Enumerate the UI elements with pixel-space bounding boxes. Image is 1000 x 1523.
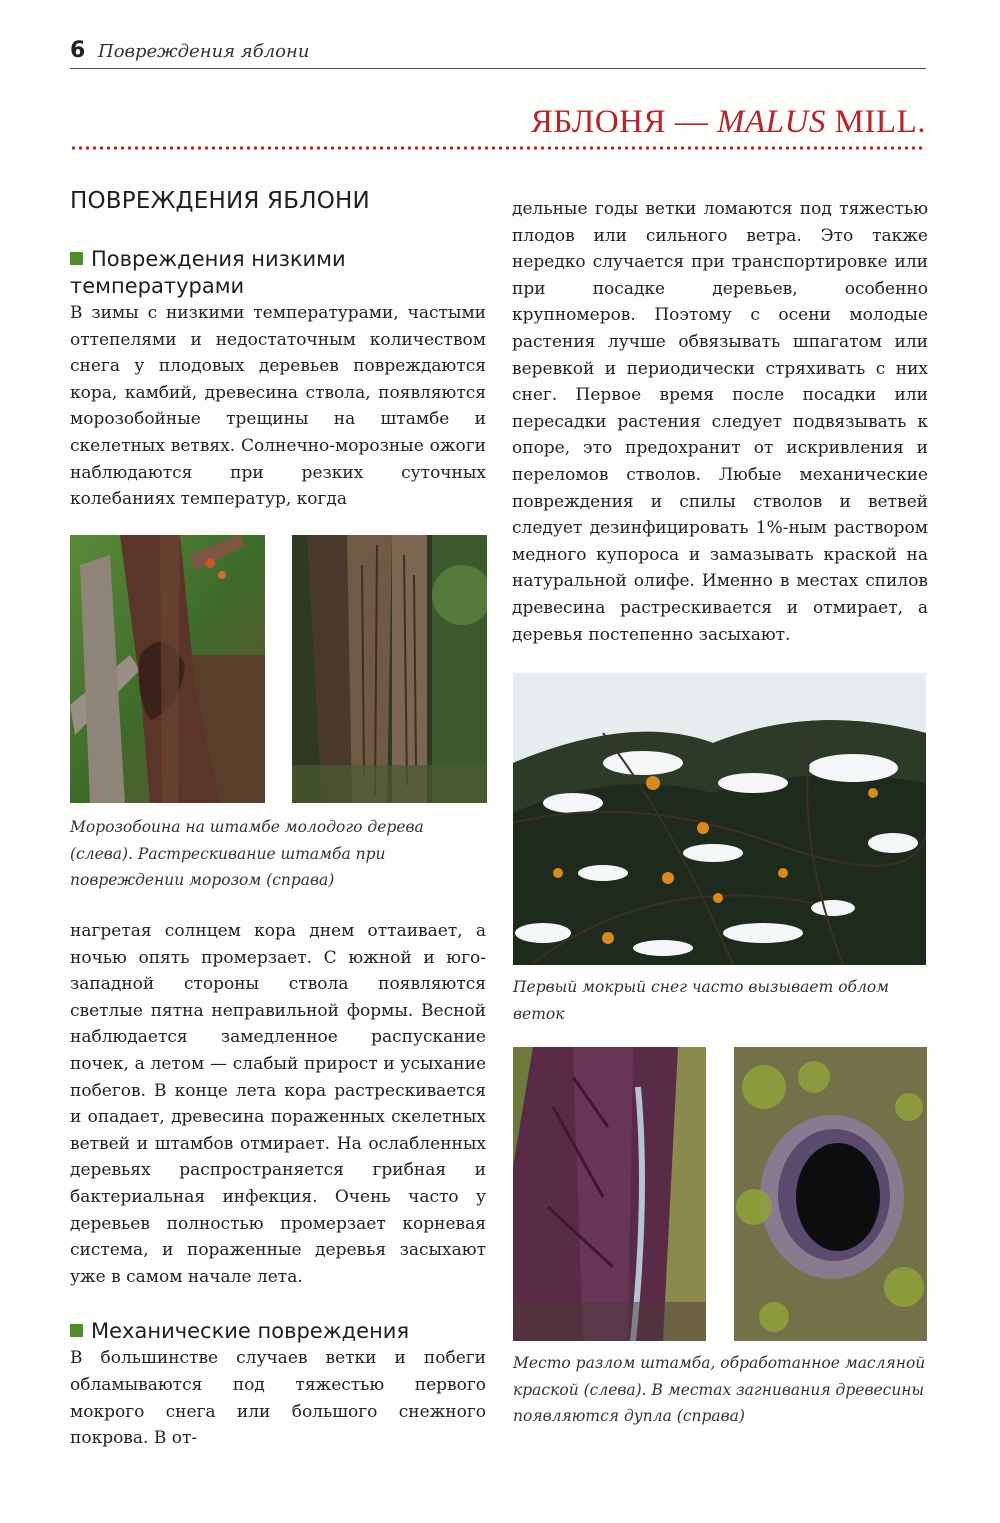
chapter-title-latin: MALUS: [717, 104, 826, 140]
caption-snow-photo: Первый мокрый снег часто вызывает облом веток: [513, 978, 890, 1023]
subsection-frost-label: Повреждения низкими температурами: [70, 247, 346, 298]
running-title: Повреждения яблони: [98, 41, 310, 62]
chapter-title: [70, 104, 926, 141]
photo-painted-trunk-break: [513, 1047, 706, 1341]
mechanical-paragraph-1: В большинстве случаев ветки и побеги обламываются под тяжестью первого мокрого снега или большого снежного покрова. В от-: [70, 1348, 486, 1449]
running-header: [70, 38, 926, 69]
chapter-title-suffix: MILL.: [825, 104, 926, 140]
left-column-top: [70, 188, 486, 513]
photo-frost-crack: [70, 535, 265, 803]
subsection-title-frost: [70, 246, 486, 300]
section-title: ПОВРЕЖДЕНИЯ ЯБЛОНИ: [70, 188, 370, 214]
green-square-bullet: [70, 252, 83, 265]
caption-trunk-photos: Место разлом штамба, обработанное масляной краской (слева). В местах загнивания древесины появляются дупла (справа): [513, 1354, 926, 1425]
left-column-bottom: [70, 918, 486, 1452]
frost-paragraph-2: нагретая солнцем кора днем оттаивает, а ночью опять промерзает. С южной и юго-западной стороны ствола появляются светлые пятна неправильной формы. Весной наблюдается замедленное распускание почек, а летом — слабый прирост и усыхание побегов. В конце лета кора растрескивается и опадает, древесина пораженных скелетных ветвей и штамбов отмирает. На ослабленных деревьях распространяется грибная и бактериальная инфекция. Очень часто у деревьев полностью промерзает корневая система, и пораженные деревья засыхают уже в самом начале лета.: [70, 921, 486, 1287]
mechanical-paragraph-continued: дельные годы ветки ломаются под тяжестью плодов или сильного ветра. Это также нередко случается при транспортировке или при посадке деревьев, особенно крупномеров. Поэтому с осени молодые растения лучше обвязывать шпагатом или веревкой и периодически стряхивать с них снег. Первое время после посадки или пересадки растения следует подвязывать к опоре, это предохранит от искривления и переломов стволов. Любые механические повреждения и спилы стволов и ветвей следует дезинфицировать 1%-ным раствором медного купороса и замазывать краской на натуральной олифе. Именно в местах спилов древесина растрескивается и отмирает, а деревья постепенно засыхают.: [512, 199, 928, 645]
page-number: 6: [70, 38, 86, 63]
green-square-bullet: [70, 1324, 83, 1337]
frost-paragraph-1: В зимы с низкими температурами, частыми оттепелями и недостаточным количеством снега у плодовых деревьев повреждаются кора, камбий, древесина ствола, появляются морозобойные трещины на штамбе и скелетных ветвях. Солнечно-морозные ожоги наблюдаются при резких суточных колебаниях температур, когда: [70, 303, 486, 510]
subsection-title-mechanical: [70, 1318, 486, 1345]
caption-frost-photos: Морозобоина на штамбе молодого дерева (слева). Растрескивание штамба при повреждении морозом (справа): [70, 818, 424, 889]
chapter-title-prefix: ЯБЛОНЯ —: [530, 104, 717, 140]
photo-tree-hollow: [734, 1047, 927, 1341]
photo-snow-branches: [513, 673, 926, 965]
right-column-text: [512, 196, 928, 648]
photo-frost-cracked-trunk: [292, 535, 487, 803]
subsection-mechanical-label: Механические повреждения: [91, 1319, 410, 1344]
dotted-divider: [70, 146, 926, 150]
